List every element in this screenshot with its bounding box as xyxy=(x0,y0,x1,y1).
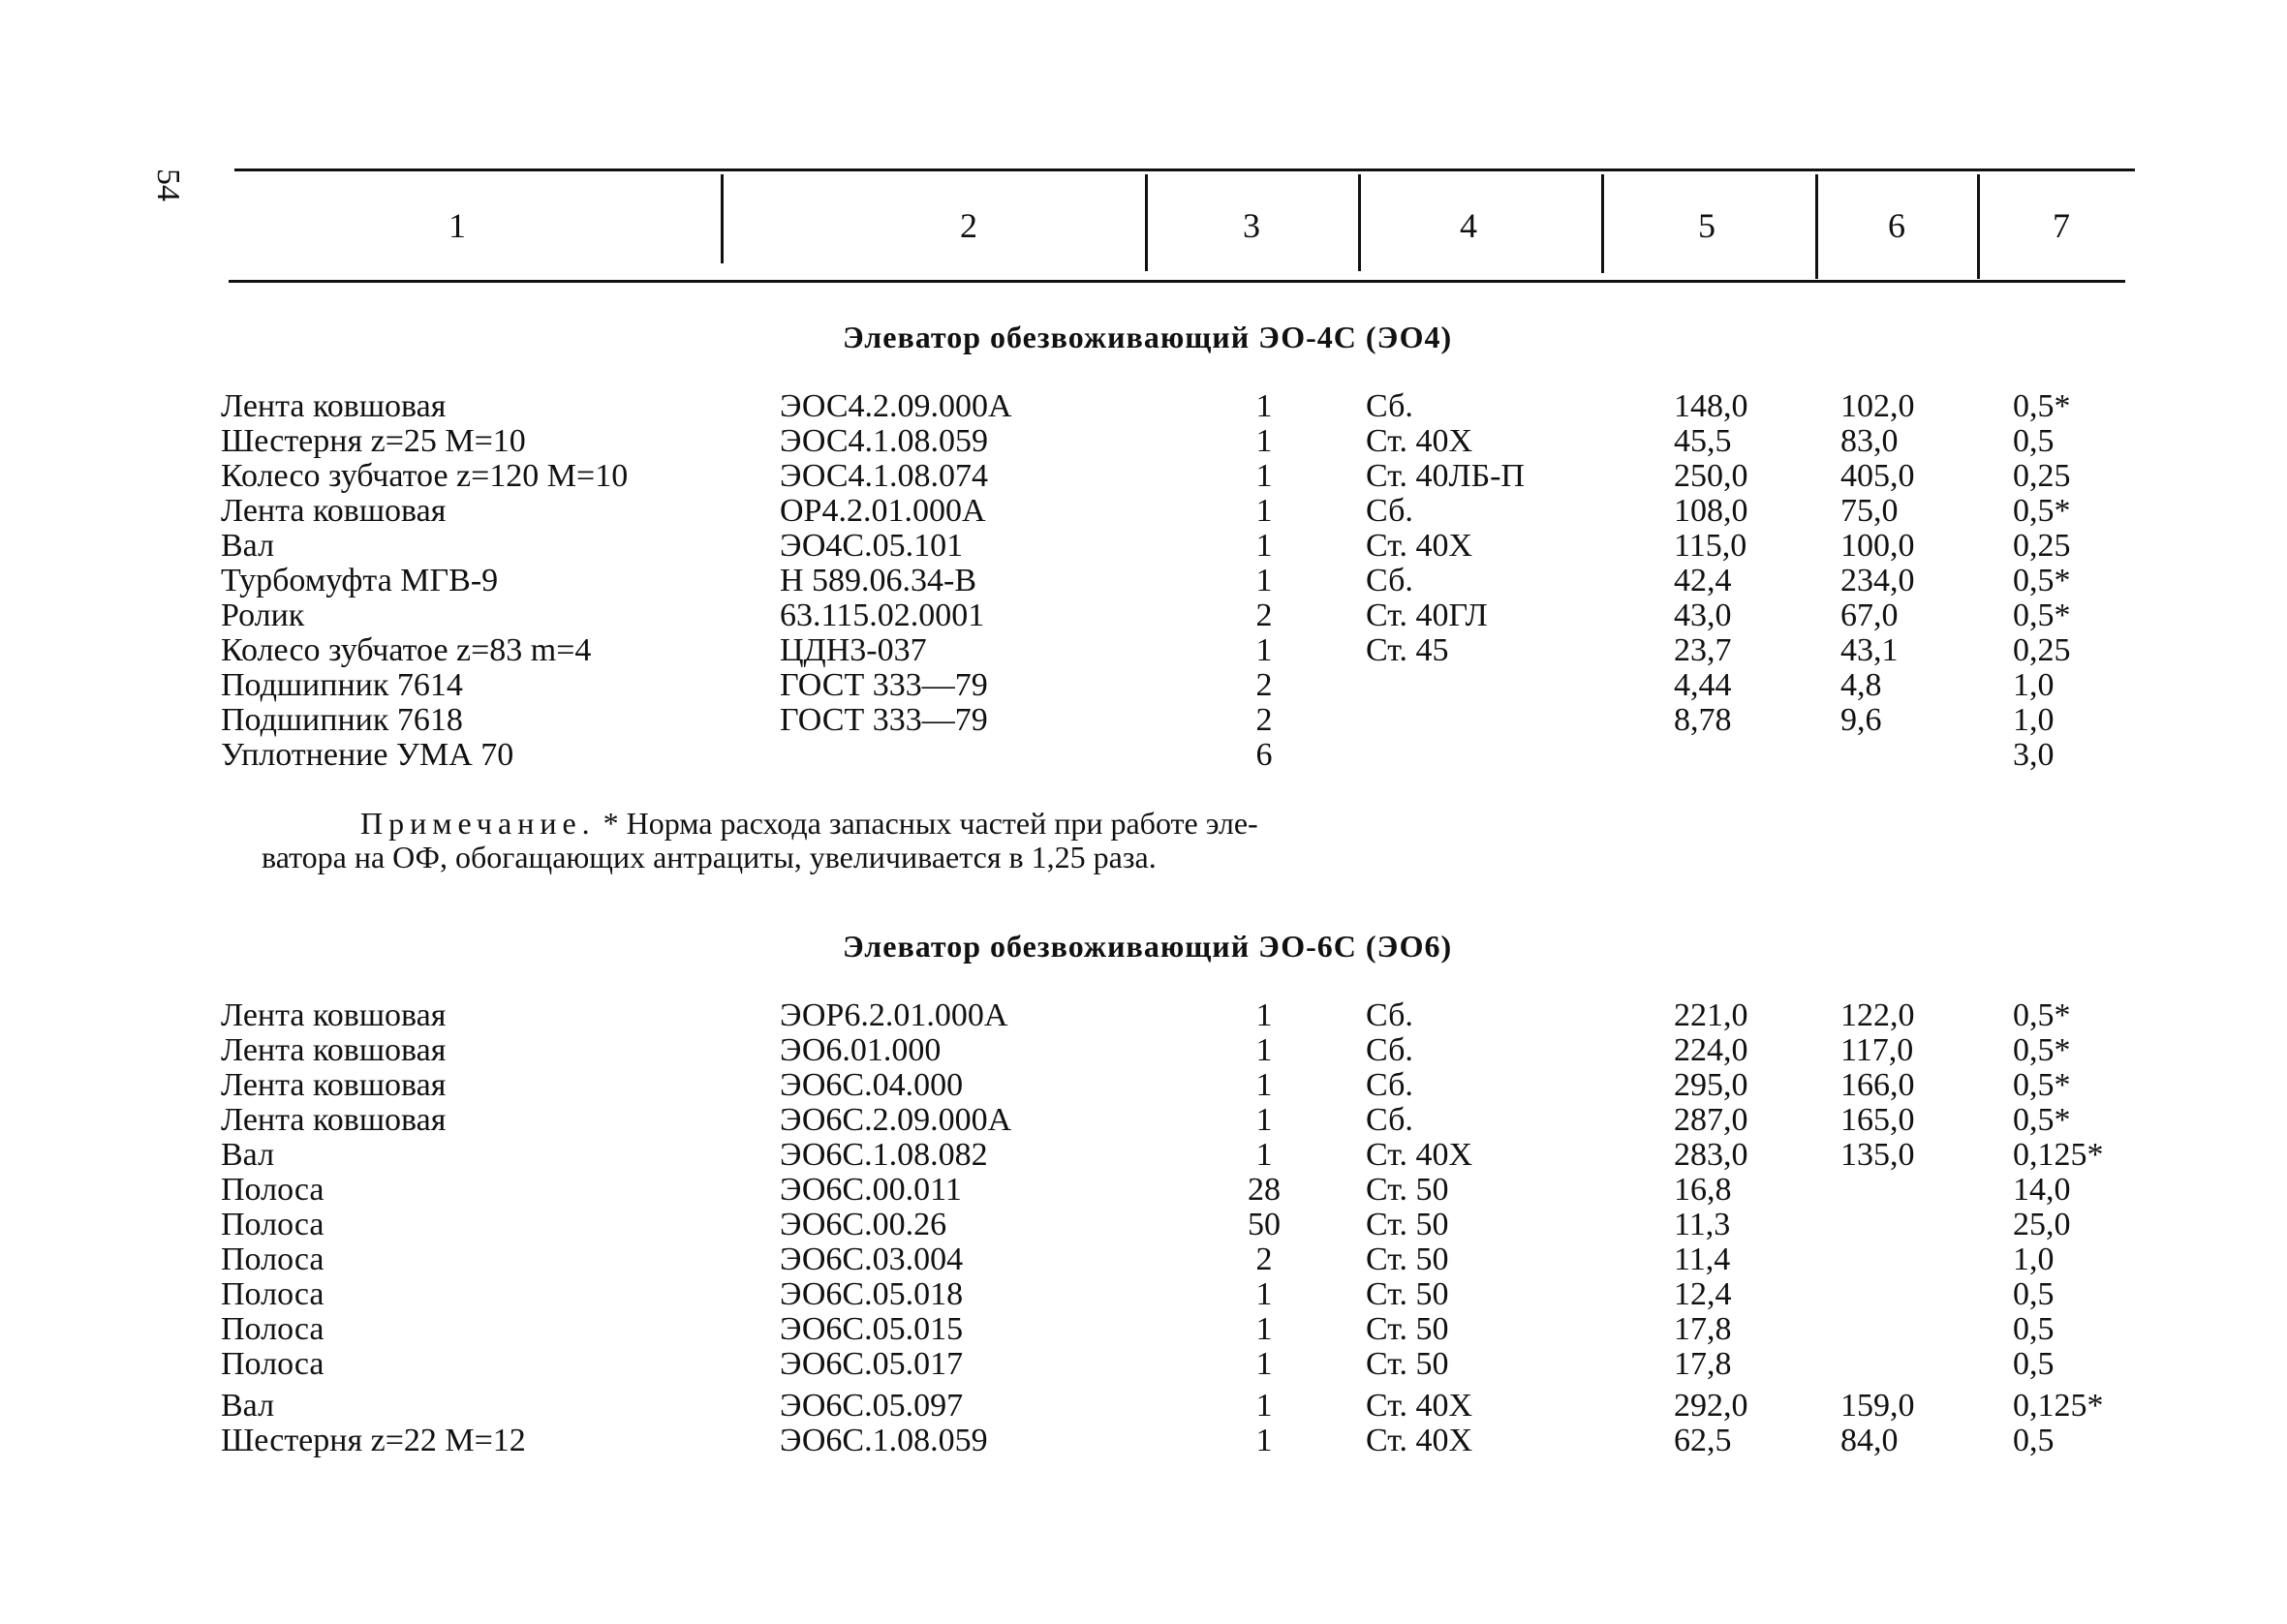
cell-designation: ЭО6С.1.08.082 xyxy=(780,1137,988,1173)
table-row xyxy=(0,1103,2287,1138)
cell-quantity: 1 xyxy=(1255,1102,1273,1138)
cell-quantity: 1 xyxy=(1255,493,1273,529)
cell-col7: 1,0 xyxy=(2013,702,2055,738)
note-lead: Примечание. xyxy=(360,806,596,841)
cell-col7: 0,5* xyxy=(2013,1032,2071,1068)
cell-name: Лента ковшовая xyxy=(221,388,447,424)
cell-col7: 0,125* xyxy=(2013,1137,2104,1173)
cell-material: Сб. xyxy=(1366,997,1413,1033)
cell-col6: 9,6 xyxy=(1840,702,1882,738)
cell-name: Полоса xyxy=(221,1276,325,1312)
table-row xyxy=(0,633,2287,668)
cell-material: Ст. 45 xyxy=(1366,632,1449,668)
cell-quantity: 1 xyxy=(1255,1032,1273,1068)
cell-col7: 0,5* xyxy=(2013,1067,2071,1103)
cell-name: Лента ковшовая xyxy=(221,493,447,529)
cell-designation: ЭО6С.00.26 xyxy=(780,1207,947,1242)
cell-material: Сб. xyxy=(1366,493,1413,529)
cell-material: Сб. xyxy=(1366,563,1413,598)
header-top-rule xyxy=(234,169,2135,171)
cell-quantity: 1 xyxy=(1255,528,1273,564)
cell-name: Турбомуфта МГВ-9 xyxy=(221,563,499,598)
cell-quantity: 2 xyxy=(1255,702,1273,738)
cell-material: Ст. 50 xyxy=(1366,1311,1449,1347)
cell-col6: 234,0 xyxy=(1840,563,1915,598)
table-row xyxy=(0,1068,2287,1103)
cell-col7: 14,0 xyxy=(2013,1172,2071,1208)
cell-quantity: 1 xyxy=(1255,423,1273,459)
cell-col7: 25,0 xyxy=(2013,1207,2071,1242)
cell-quantity: 1 xyxy=(1255,632,1273,668)
note-line1: * Норма расхода запасных частей при работе эле- xyxy=(595,806,1258,841)
cell-designation: Н 589.06.34-В xyxy=(780,563,977,598)
cell-designation: ЦДН3-037 xyxy=(780,632,927,668)
cell-material: Ст. 50 xyxy=(1366,1276,1449,1312)
cell-designation: ГОСТ 333—79 xyxy=(780,702,988,738)
cell-name: Ролик xyxy=(221,598,305,633)
page-number: 54 xyxy=(150,169,186,201)
table-row xyxy=(0,1312,2287,1347)
cell-designation: ГОСТ 333—79 xyxy=(780,667,988,703)
table-row xyxy=(0,564,2287,598)
cell-col5: 115,0 xyxy=(1674,528,1747,564)
cell-col6: 166,0 xyxy=(1840,1067,1915,1103)
cell-name: Полоса xyxy=(221,1346,325,1382)
cell-material: Ст. 50 xyxy=(1366,1346,1449,1382)
cell-col7: 1,0 xyxy=(2013,667,2055,703)
header-divider xyxy=(1815,174,1818,279)
cell-col6: 75,0 xyxy=(1840,493,1899,529)
column-header: 5 xyxy=(1698,206,1715,245)
note-line2: ватора на ОФ, обогащающих антрациты, увеличивается в 1,25 раза. xyxy=(262,840,1157,874)
cell-col7: 0,5 xyxy=(2013,1276,2055,1312)
cell-col7: 0,5* xyxy=(2013,563,2071,598)
header-divider xyxy=(1601,174,1604,273)
cell-col6: 67,0 xyxy=(1840,598,1899,633)
cell-col5: 295,0 xyxy=(1674,1067,1748,1103)
cell-col5: 8,78 xyxy=(1674,702,1732,738)
header-divider xyxy=(1145,174,1148,271)
cell-col6: 100,0 xyxy=(1840,528,1915,564)
cell-name: Полоса xyxy=(221,1241,325,1277)
header-divider xyxy=(1977,174,1980,279)
cell-material: Ст. 40Х xyxy=(1366,528,1473,564)
cell-col6: 405,0 xyxy=(1840,458,1915,494)
cell-name: Вал xyxy=(221,1137,275,1173)
cell-designation: ЭО6С.05.017 xyxy=(780,1346,964,1382)
table-row xyxy=(0,738,2287,773)
cell-name: Лента ковшовая xyxy=(221,1067,447,1103)
table-row xyxy=(0,389,2287,424)
table-row xyxy=(0,1138,2287,1173)
cell-col6: 4,8 xyxy=(1840,667,1882,703)
cell-col7: 0,125* xyxy=(2013,1388,2104,1424)
cell-name: Подшипник 7618 xyxy=(221,702,463,738)
column-header: 4 xyxy=(1460,206,1477,245)
cell-col6: 117,0 xyxy=(1840,1032,1914,1068)
cell-col5: 4,44 xyxy=(1674,667,1732,703)
cell-designation: ЭО6С.05.015 xyxy=(780,1311,964,1347)
column-header: 2 xyxy=(960,206,977,245)
table-row xyxy=(0,1033,2287,1068)
cell-designation: ЭО4С.05.101 xyxy=(780,528,964,564)
column-header: 1 xyxy=(448,206,466,245)
header-divider xyxy=(1358,174,1361,271)
column-header: 3 xyxy=(1243,206,1260,245)
cell-designation: ЭО6С.04.000 xyxy=(780,1067,964,1103)
cell-quantity: 1 xyxy=(1255,1276,1273,1312)
cell-quantity: 1 xyxy=(1255,1388,1273,1424)
cell-col5: 283,0 xyxy=(1674,1137,1748,1173)
table-row xyxy=(0,1277,2287,1312)
cell-col5: 62,5 xyxy=(1674,1423,1732,1458)
cell-designation: 63.115.02.0001 xyxy=(780,598,985,633)
cell-material: Ст. 50 xyxy=(1366,1172,1449,1208)
cell-name: Вал xyxy=(221,1388,275,1424)
cell-designation: ЭО6С.1.08.059 xyxy=(780,1423,988,1458)
cell-material: Сб. xyxy=(1366,1102,1413,1138)
cell-col7: 0,5 xyxy=(2013,1346,2055,1382)
cell-quantity: 1 xyxy=(1255,563,1273,598)
cell-designation: ЭОС4.2.09.000А xyxy=(780,388,1012,424)
cell-col6: 84,0 xyxy=(1840,1423,1899,1458)
cell-material: Ст. 50 xyxy=(1366,1241,1449,1277)
cell-name: Лента ковшовая xyxy=(221,1102,447,1138)
cell-designation: ЭО6С.00.011 xyxy=(780,1172,962,1208)
cell-col5: 17,8 xyxy=(1674,1311,1732,1347)
cell-col7: 0,5* xyxy=(2013,997,2071,1033)
cell-col7: 0,25 xyxy=(2013,632,2071,668)
cell-designation: ЭОС4.1.08.074 xyxy=(780,458,989,494)
cell-col7: 0,5* xyxy=(2013,493,2071,529)
cell-material: Ст. 40Х xyxy=(1366,1423,1473,1458)
cell-col7: 0,5 xyxy=(2013,1423,2055,1458)
cell-col5: 250,0 xyxy=(1674,458,1748,494)
cell-designation: ЭО6С.2.09.000А xyxy=(780,1102,1012,1138)
cell-col7: 0,25 xyxy=(2013,528,2071,564)
table-row xyxy=(0,1208,2287,1242)
table-row xyxy=(0,668,2287,703)
cell-quantity: 1 xyxy=(1255,1423,1273,1458)
cell-col5: 224,0 xyxy=(1674,1032,1748,1068)
cell-name: Колесо зубчатое z=83 m=4 xyxy=(221,632,592,668)
cell-col5: 23,7 xyxy=(1674,632,1732,668)
cell-material: Ст. 40Х xyxy=(1366,423,1473,459)
cell-quantity: 50 xyxy=(1248,1207,1281,1242)
cell-quantity: 1 xyxy=(1255,997,1273,1033)
cell-designation: ЭОС4.1.08.059 xyxy=(780,423,989,459)
cell-col5: 12,4 xyxy=(1674,1276,1732,1312)
table-row xyxy=(0,998,2287,1033)
cell-col5: 292,0 xyxy=(1674,1388,1748,1424)
cell-designation: ЭОР6.2.01.000А xyxy=(780,997,1008,1033)
cell-col5: 221,0 xyxy=(1674,997,1748,1033)
cell-col5: 17,8 xyxy=(1674,1346,1732,1382)
cell-quantity: 1 xyxy=(1255,1137,1273,1173)
cell-quantity: 1 xyxy=(1255,458,1273,494)
cell-col5: 148,0 xyxy=(1674,388,1748,424)
cell-name: Уплотнение УМА 70 xyxy=(221,737,514,773)
cell-col6: 43,1 xyxy=(1840,632,1899,668)
table-row xyxy=(0,529,2287,564)
cell-col7: 3,0 xyxy=(2013,737,2055,773)
cell-name: Шестерня z=22 M=12 xyxy=(221,1423,526,1458)
cell-name: Вал xyxy=(221,528,275,564)
cell-name: Полоса xyxy=(221,1172,325,1208)
section-title: Элеватор обезвоживающий ЭО-6С (ЭО6) xyxy=(843,929,1453,964)
cell-col7: 1,0 xyxy=(2013,1241,2055,1277)
cell-col5: 42,4 xyxy=(1674,563,1732,598)
cell-col7: 0,5* xyxy=(2013,388,2071,424)
table-row xyxy=(0,598,2287,633)
cell-name: Полоса xyxy=(221,1311,325,1347)
cell-col7: 0,5 xyxy=(2013,1311,2055,1347)
cell-col7: 0,5* xyxy=(2013,598,2071,633)
cell-name: Лента ковшовая xyxy=(221,997,447,1033)
cell-material: Сб. xyxy=(1366,1067,1413,1103)
cell-material: Ст. 40Х xyxy=(1366,1388,1473,1424)
table-row xyxy=(0,494,2287,529)
table-row xyxy=(0,1389,2287,1424)
cell-designation: ЭО6С.03.004 xyxy=(780,1241,964,1277)
cell-col5: 45,5 xyxy=(1674,423,1732,459)
header-bottom-rule xyxy=(229,280,2125,283)
cell-material: Ст. 40Х xyxy=(1366,1137,1473,1173)
table-row xyxy=(0,1173,2287,1208)
cell-quantity: 2 xyxy=(1255,598,1273,633)
cell-col5: 43,0 xyxy=(1674,598,1732,633)
cell-col6: 122,0 xyxy=(1840,997,1915,1033)
cell-quantity: 2 xyxy=(1255,1241,1273,1277)
cell-quantity: 1 xyxy=(1255,1311,1273,1347)
cell-col6: 135,0 xyxy=(1840,1137,1915,1173)
table-row xyxy=(0,703,2287,738)
cell-name: Подшипник 7614 xyxy=(221,667,463,703)
cell-material: Ст. 40ЛБ-П xyxy=(1366,458,1525,494)
cell-quantity: 6 xyxy=(1255,737,1273,773)
cell-designation: ЭО6С.05.018 xyxy=(780,1276,964,1312)
cell-col6: 102,0 xyxy=(1840,388,1915,424)
cell-col7: 0,5 xyxy=(2013,423,2055,459)
cell-col5: 11,3 xyxy=(1674,1207,1731,1242)
cell-designation: ОР4.2.01.000А xyxy=(780,493,986,529)
column-header: 7 xyxy=(2053,206,2070,245)
cell-name: Колесо зубчатое z=120 M=10 xyxy=(221,458,629,494)
table-row xyxy=(0,459,2287,494)
cell-quantity: 1 xyxy=(1255,388,1273,424)
table-row xyxy=(0,1347,2287,1382)
cell-quantity: 1 xyxy=(1255,1346,1273,1382)
cell-col6: 165,0 xyxy=(1840,1102,1915,1138)
cell-material: Ст. 50 xyxy=(1366,1207,1449,1242)
cell-designation: ЭО6С.05.097 xyxy=(780,1388,964,1424)
cell-col5: 287,0 xyxy=(1674,1102,1748,1138)
cell-col6: 159,0 xyxy=(1840,1388,1915,1424)
cell-quantity: 1 xyxy=(1255,1067,1273,1103)
column-header: 6 xyxy=(1888,206,1905,245)
cell-col5: 11,4 xyxy=(1674,1241,1731,1277)
cell-col6: 83,0 xyxy=(1840,423,1899,459)
cell-quantity: 2 xyxy=(1255,667,1273,703)
header-divider xyxy=(721,174,724,263)
cell-col5: 16,8 xyxy=(1674,1172,1732,1208)
cell-col7: 0,5* xyxy=(2013,1102,2071,1138)
note xyxy=(262,807,1521,874)
cell-material: Сб. xyxy=(1366,1032,1413,1068)
cell-col5: 108,0 xyxy=(1674,493,1748,529)
cell-name: Шестерня z=25 M=10 xyxy=(221,423,526,459)
cell-material: Ст. 40ГЛ xyxy=(1366,598,1488,633)
cell-col7: 0,25 xyxy=(2013,458,2071,494)
cell-material: Сб. xyxy=(1366,388,1413,424)
table-row xyxy=(0,1242,2287,1277)
table-row xyxy=(0,424,2287,459)
cell-quantity: 28 xyxy=(1248,1172,1281,1208)
section-title: Элеватор обезвоживающий ЭО-4С (ЭО4) xyxy=(843,320,1453,354)
cell-name: Полоса xyxy=(221,1207,325,1242)
table-row xyxy=(0,1424,2287,1458)
cell-name: Лента ковшовая xyxy=(221,1032,447,1068)
cell-designation: ЭО6.01.000 xyxy=(780,1032,942,1068)
